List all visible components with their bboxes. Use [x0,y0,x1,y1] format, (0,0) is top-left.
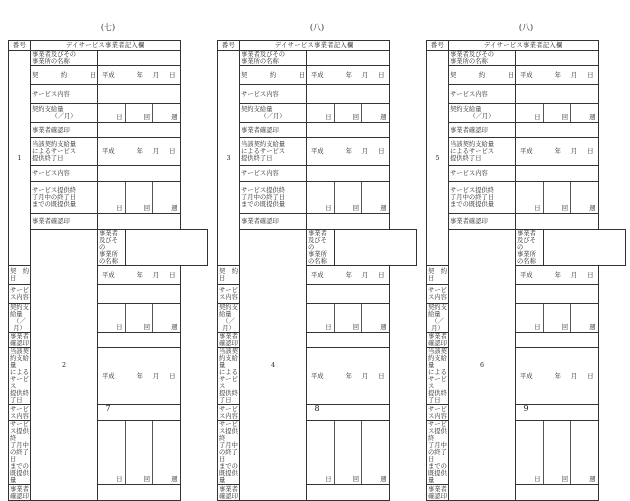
column-header: デイサービス事業者記入欄 [31,41,181,51]
p0-g0-end-date-cell: 平成 年 月 日 [98,138,181,166]
p2-g1-contract-amount-qty-cell: 日 回 週 [516,304,599,333]
p0-g0-provider-confirm-value [98,123,181,138]
p0-g1-service-content-value [98,285,181,304]
p2-g0-service-content2-value [516,166,599,182]
p1-g1-provider-confirm-value [307,333,390,348]
service-content-label: サービス内容 [219,405,238,420]
p2-g0-service-content-value [516,85,599,104]
p2-g0-contract-date-cell: 平成 年 月 日 [516,66,599,85]
column-header: デイサービス事業者記入欄 [449,41,599,51]
page-number: 7 [105,404,111,413]
p1-g1-contract-amount-qty-cell: 日 回 週 [307,304,390,333]
entry-number: 2 [31,230,98,501]
p2-g1-provided-qty-cell: 日 回 週 [516,421,599,485]
provided-amount-label: サービス提供終 了月中の終了日 までの既提供量 [219,421,238,484]
p1-g0-contract-amount-qty-cell: 日 回 週 [307,104,390,123]
form-panel [8,0,208,500]
end-date-label: 当該契約支給量 によるサービス 提供終了日 [428,348,447,404]
contract-date-label: 契 約 日 [9,266,31,285]
p1-g1-provider-confirm2-value [307,485,390,501]
form-panel [217,0,417,500]
p1-g0-provider-confirm-value [307,123,390,138]
service-content-label: サービス内容 [240,166,307,182]
p1-g0-end-date-cell: 平成 年 月 日 [307,138,390,166]
p2-g1-provider-name-value [543,230,626,266]
provider-confirm-label: 事業者確認印 [219,485,238,500]
entry-number: 6 [449,230,516,501]
contract-amount-label: 契約支給量 （／月） [240,104,307,123]
entry-number: 1 [9,51,31,266]
p0-g0-contract-date-cell: 平成 年 月 日 [98,66,181,85]
p0-g0-provider-name-value [98,51,181,66]
p2-g0-contract-amount-qty-cell: 日 回 週 [516,104,599,123]
service-content-label: サービス内容 [31,166,98,182]
contract-amount-label: 契約支給量 （／月） [31,104,98,123]
entry-number: 5 [427,51,449,266]
provided-amount-label: サービス提供終 了月中の終了日 までの既提供量 [428,421,447,484]
p1-g1-contract-date-cell: 平成 年 月 日 [307,266,390,285]
service-content-label: サービス内容 [9,285,31,304]
provider-confirm-label: 事業者確認印 [240,214,307,230]
p1-g1-end-date-cell: 平成 年 月 日 [307,348,390,405]
contract-date-label: 契 約 日 [218,266,240,285]
p1-g0-service-content-value [307,85,390,104]
service-content-label: サービス内容 [449,85,516,104]
provider-name-label: 事業者及びその 事業所の名称 [240,51,307,66]
page-number: 8 [314,404,320,413]
p0-g0-service-content2-value [98,166,181,182]
p2-g1-end-date-cell: 平成 年 月 日 [516,348,599,405]
p0-g1-provided-qty-cell: 日 回 週 [98,421,181,485]
entry-number: 3 [218,51,240,266]
panel-title: (八) [518,23,534,32]
p2-g1-service-content-value [516,285,599,304]
contract-date-label: 契 約 日 [240,66,307,85]
provider-confirm-label: 事業者確認印 [10,485,29,500]
column-header: デイサービス事業者記入欄 [240,41,390,51]
service-content-label: サービス内容 [428,405,447,420]
number-header: 番号 [218,41,240,51]
panel-title: (七) [100,23,116,32]
p0-g0-provided-qty-cell: 日 回 週 [98,182,181,214]
form-panel [426,0,626,500]
panel-title: (八) [309,23,325,32]
provided-amount-label: サービス提供終 了月中の終了日 までの既提供量 [240,182,307,214]
contract-amount-label: 契約支給量 （／月） [219,304,238,332]
provider-entry-table [426,40,626,501]
service-content-label: サービス内容 [218,285,240,304]
provider-confirm-label: 事業者確認印 [31,123,98,138]
p1-g0-provider-name-value [307,51,390,66]
p1-g0-provider-confirm2-value [307,214,390,230]
contract-amount-label: 契約支給量 （／月） [449,104,516,123]
provided-amount-label: サービス提供終 了月中の終了日 までの既提供量 [449,182,516,214]
end-date-label: 当該契約支給量 によるサービス 提供終了日 [219,348,238,404]
p1-g0-provided-qty-cell: 日 回 週 [307,182,390,214]
p1-g1-provider-name-value [334,230,417,266]
contract-date-label: 契 約 日 [449,66,516,85]
service-content-label: サービス内容 [10,405,29,420]
provider-confirm-label: 事業者確認印 [449,123,516,138]
provider-confirm-label: 事業者確認印 [10,333,29,347]
number-header: 番号 [9,41,31,51]
p2-g1-contract-date-cell: 平成 年 月 日 [516,266,599,285]
contract-date-label: 契 約 日 [31,66,98,85]
service-content-label: サービス内容 [240,85,307,104]
p2-g0-end-date-cell: 平成 年 月 日 [516,138,599,166]
p0-g0-service-content-value [98,85,181,104]
provider-name-label: 事業者及びその 事業所の名称 [98,230,126,266]
entry-number: 4 [240,230,307,501]
p0-g0-contract-amount-qty-cell: 日 回 週 [98,104,181,123]
provider-name-label: 事業者及びその 事業所の名称 [307,230,335,266]
end-date-label: 当該契約支給量 によるサービス 提供終了日 [449,138,516,166]
contract-amount-label: 契約支給量 （／月） [10,304,29,332]
p0-g1-contract-date-cell: 平成 年 月 日 [98,266,181,285]
contract-date-label: 契 約 日 [427,266,449,285]
provided-amount-label: サービス提供終 了月中の終了日 までの既提供量 [31,182,98,214]
p1-g0-contract-date-cell: 平成 年 月 日 [307,66,390,85]
p0-g1-provider-confirm-value [98,333,181,348]
end-date-label: 当該契約支給量 によるサービス 提供終了日 [10,348,29,404]
p2-g1-provider-confirm2-value [516,485,599,501]
page-number: 9 [523,404,529,413]
provided-amount-label: サービス提供終 了月中の終了日 までの既提供量 [10,421,29,484]
provider-confirm-label: 事業者確認印 [449,214,516,230]
provider-confirm-label: 事業者確認印 [31,214,98,230]
provider-name-label: 事業者及びその 事業所の名称 [31,51,98,66]
provider-confirm-label: 事業者確認印 [428,485,447,500]
p2-g1-provider-confirm-value [516,333,599,348]
p1-g0-service-content2-value [307,166,390,182]
provider-confirm-label: 事業者確認印 [240,123,307,138]
service-content-label: サービス内容 [449,166,516,182]
p2-g0-provider-confirm2-value [516,214,599,230]
p0-g1-contract-amount-qty-cell: 日 回 週 [98,304,181,333]
p0-g1-end-date-cell: 平成 年 月 日 [98,348,181,405]
provider-entry-table [8,40,208,501]
provider-name-label: 事業者及びその 事業所の名称 [449,51,516,66]
p2-g0-provider-confirm-value [516,123,599,138]
p0-g1-provider-name-value [125,230,208,266]
service-content-label: サービス内容 [427,285,449,304]
end-date-label: 当該契約支給量 によるサービス 提供終了日 [31,138,98,166]
number-header: 番号 [427,41,449,51]
p0-g1-provider-confirm2-value [98,485,181,501]
service-content-label: サービス内容 [31,85,98,104]
provider-entry-table [217,40,417,501]
p0-g0-provider-confirm2-value [98,214,181,230]
provider-confirm-label: 事業者確認印 [219,333,238,347]
end-date-label: 当該契約支給量 によるサービス 提供終了日 [240,138,307,166]
p2-g0-provider-name-value [516,51,599,66]
provider-name-label: 事業者及びその 事業所の名称 [516,230,544,266]
p1-g1-service-content-value [307,285,390,304]
provider-confirm-label: 事業者確認印 [428,333,447,347]
contract-amount-label: 契約支給量 （／月） [428,304,447,332]
p1-g1-provided-qty-cell: 日 回 週 [307,421,390,485]
p2-g0-provided-qty-cell: 日 回 週 [516,182,599,214]
